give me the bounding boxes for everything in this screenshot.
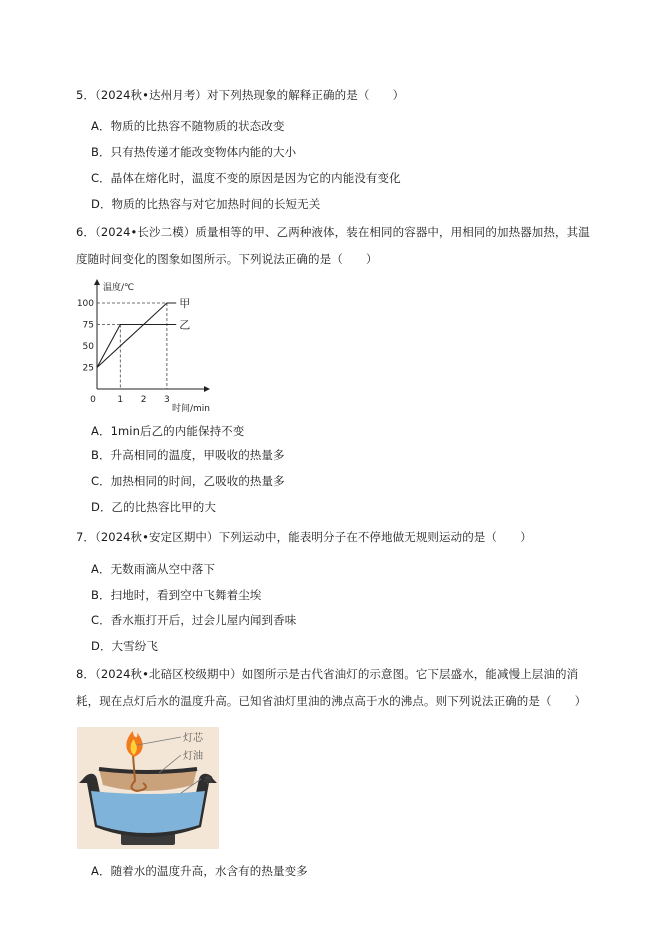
q8-option-a: A．随着水的温度升高，水含有的热量变多 bbox=[91, 864, 308, 878]
q5-stem: 5．（2024秋•达州月考）对下列热现象的解释正确的是（ ） bbox=[76, 88, 405, 102]
y-tick-label-25: 25 bbox=[82, 363, 94, 374]
label-wick: 灯芯 bbox=[183, 733, 203, 744]
y-tick-label-100: 100 bbox=[76, 299, 94, 309]
q7-option-a: A．无数雨滴从空中落下 bbox=[91, 562, 215, 576]
q5-option-d: D．物质的比热容与对它加热时间的长短无关 bbox=[91, 197, 321, 211]
label-water: 水 bbox=[203, 775, 213, 786]
series-line-0 bbox=[97, 303, 176, 368]
label-oil: 灯油 bbox=[183, 751, 203, 762]
x-tick-label-3: 3 bbox=[164, 395, 170, 405]
series-label-1: 乙 bbox=[179, 318, 191, 332]
q6-option-d: D．乙的比热容比甲的大 bbox=[91, 500, 216, 514]
y-axis-arrow bbox=[94, 279, 100, 285]
series-label-0: 甲 bbox=[179, 297, 191, 310]
y-axis-label: 温度/℃ bbox=[103, 283, 135, 293]
q6-stem-line2: 度随时间变化的图象如图所示。下列说法正确的是（ ） bbox=[76, 252, 378, 266]
oil-lamp-figure bbox=[77, 727, 219, 849]
q5-option-c: C．晶体在熔化时，温度不变的原因是因为它的内能没有变化 bbox=[91, 171, 401, 185]
q6-option-c: C．加热相同的时间，乙吸收的热量多 bbox=[91, 474, 285, 488]
lamp-water bbox=[91, 791, 205, 833]
q7-stem: 7．（2024秋•安定区期中）下列运动中，能表明分子在不停地做无规则运动的是（ ） bbox=[76, 530, 532, 544]
x-axis-label: 时间/min bbox=[172, 404, 211, 414]
q5-option-a: A．物质的比热容不随物质的状态改变 bbox=[91, 119, 285, 133]
q7-option-d: D．大雪纷飞 bbox=[91, 639, 158, 653]
y-tick-label-75: 75 bbox=[82, 320, 94, 331]
q5-option-b: B．只有热传递才能改变物体内能的大小 bbox=[91, 145, 297, 159]
q6-option-a: A．1min后乙的内能保持不变 bbox=[91, 424, 245, 438]
q7-option-c: C．香水瓶打开后，过会儿屋内闻到香味 bbox=[91, 613, 297, 627]
temperature-time-graph bbox=[76, 277, 211, 417]
q7-option-b: B．扫地时，看到空中飞舞着尘埃 bbox=[91, 588, 262, 602]
x-axis-arrow bbox=[204, 386, 210, 392]
q6-option-b: B．升高相同的温度，甲吸收的热量多 bbox=[91, 448, 285, 462]
q6-stem-line1: 6．（2024•长沙二模）质量相等的甲、乙两种液体，装在相同的容器中，用相同的加热器加热，其温 bbox=[76, 225, 590, 239]
x-tick-label-0: 0 bbox=[90, 395, 96, 405]
y-tick-label-50: 50 bbox=[82, 342, 94, 352]
x-tick-label-2: 2 bbox=[140, 395, 147, 405]
x-tick-label-1: 1 bbox=[117, 395, 124, 405]
q8-stem-line2: 耗，现在点灯后水的温度升高。已知省油灯里油的沸点高于水的沸点。则下列说法正确的是（ ） bbox=[76, 694, 587, 708]
q8-stem-line1: 8．（2024秋•北碚区校级期中）如图所示是古代省油灯的示意图。它下层盛水，能减慢上层油的消 bbox=[76, 667, 579, 681]
